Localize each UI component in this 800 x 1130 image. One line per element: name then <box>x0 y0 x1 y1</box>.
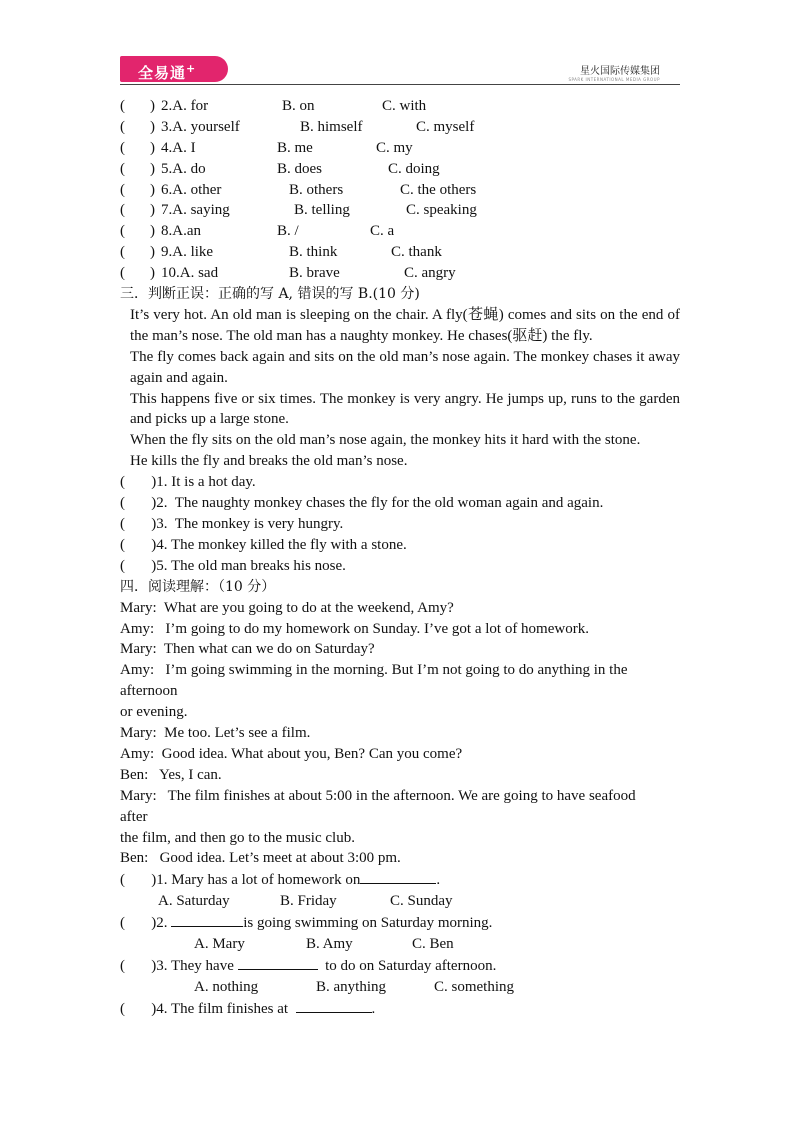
reading-options-3 <box>120 977 680 998</box>
open-bracket: ( <box>120 265 125 282</box>
choice-question <box>120 200 680 221</box>
option-c: C. a <box>370 223 395 240</box>
dialogue-line: afternoon <box>120 683 178 700</box>
open-bracket: ( <box>120 181 125 198</box>
question-text: ( )4. The film finishes at <box>120 1000 289 1017</box>
option-a: 7.A. saying <box>161 202 230 219</box>
reading-options-1 <box>120 891 680 912</box>
reading-question-1 <box>120 869 680 891</box>
true-false-question-1: ( )1. It is a hot day. <box>120 474 256 491</box>
option-a: A. Saturday <box>158 893 230 910</box>
header-divider <box>120 84 680 85</box>
answer-blank <box>171 912 243 927</box>
close-bracket: ) <box>150 160 155 177</box>
option-c: C. Sunday <box>390 893 453 910</box>
logo-text: 全易通 <box>138 64 187 82</box>
close-bracket: ) <box>150 202 155 219</box>
open-bracket: ( <box>120 98 125 114</box>
reading-options-2 <box>120 934 680 955</box>
choice-question <box>120 138 680 159</box>
brand-name: 星火国际传媒集团 <box>580 66 660 77</box>
choice-question <box>120 96 680 117</box>
option-a: 10.A. sad <box>161 265 219 282</box>
close-bracket: ) <box>150 139 155 156</box>
worksheet-body <box>120 96 680 1020</box>
close-bracket: ) <box>150 223 155 240</box>
open-bracket: ( <box>120 118 125 135</box>
brand-block <box>568 62 660 82</box>
open-bracket: ( <box>120 139 125 156</box>
option-b: B. brave <box>289 265 340 282</box>
option-a: 2.A. for <box>161 98 209 114</box>
reading-question-2 <box>120 912 680 934</box>
option-c: C. Ben <box>412 936 454 953</box>
choice-question <box>120 117 680 138</box>
passage-paragraph-1: It’s very hot. An old man is sleeping on the chair. A fly(苍蝇) comes and sits on the end of the man’s nose. The old man has a naughty monkey. He chases(驱赶) the fly. <box>130 306 680 344</box>
true-false-question-2: ( )2. The naughty monkey chases the fly for the old woman again and again. <box>120 495 604 512</box>
passage-paragraph-4: When the fly sits on the old man’s nose again, the monkey hits it hard with the stone. <box>130 432 641 449</box>
question-end: to do on Saturday afternoon. <box>325 957 497 974</box>
option-c: C. with <box>382 98 427 114</box>
option-b: B. anything <box>316 978 386 995</box>
dialogue-line: Ben: Yes, I can. <box>120 766 222 783</box>
choice-question <box>120 221 680 242</box>
part3-heading: 三．判断正误：正确的写 A, 错误的写 B.(10 分) <box>120 286 420 303</box>
dialogue-line: Mary: Then what can we do on Saturday? <box>120 641 375 658</box>
passage-paragraph-2: The fly comes back again and sits on the old man’s nose again. The monkey chases it away again and again. <box>130 348 680 386</box>
close-bracket: ) <box>150 181 155 198</box>
passage-paragraph-5: He kills the fly and breaks the old man’s nose. <box>130 453 408 470</box>
true-false-question-4: ( )4. The monkey killed the fly with a stone. <box>120 536 407 553</box>
open-bracket: ( <box>120 244 125 261</box>
option-a: 3.A. yourself <box>161 118 240 135</box>
option-a: 8.A.an <box>161 223 201 240</box>
option-a: 9.A. like <box>161 244 214 261</box>
answer-blank <box>360 869 436 884</box>
option-b: B. does <box>277 160 322 177</box>
choice-question <box>120 180 680 201</box>
option-c: C. angry <box>404 265 456 282</box>
option-b: B. on <box>282 98 315 114</box>
true-false-question-5: ( )5. The old man breaks his nose. <box>120 557 346 574</box>
option-c: C. the others <box>400 181 477 198</box>
open-bracket: ( <box>120 223 125 240</box>
answer-blank <box>296 998 372 1013</box>
multiple-choice-section <box>120 96 680 284</box>
question-number: ( )2. <box>120 915 172 932</box>
close-bracket: ) <box>150 265 155 282</box>
part4-heading: 四．阅读理解：（10 分） <box>120 578 276 595</box>
dialogue-line: after <box>120 808 148 825</box>
dialogue-line: the film, and then go to the music club. <box>120 829 355 846</box>
option-c: C. thank <box>391 244 442 261</box>
choice-question <box>120 263 680 284</box>
question-text: ( )3. They have <box>120 957 234 974</box>
close-bracket: ) <box>150 244 155 261</box>
option-b: B. himself <box>300 118 363 135</box>
option-c: C. myself <box>416 118 475 135</box>
close-bracket: ) <box>150 118 155 135</box>
option-b: B. / <box>277 223 299 240</box>
option-a: 4.A. I <box>161 139 196 156</box>
brand-subtitle: SPARK INTERNATIONAL MEDIA GROUP <box>568 77 660 82</box>
passage-paragraph-3: This happens five or six times. The monkey is very angry. He jumps up, runs to the garden and picks up a large stone. <box>130 390 680 428</box>
option-b: B. think <box>289 244 338 261</box>
reading-question-3 <box>120 955 680 977</box>
option-c: C. my <box>376 139 413 156</box>
option-b: B. Friday <box>280 893 337 910</box>
option-c: C. speaking <box>406 202 477 219</box>
page-header <box>120 56 680 86</box>
publisher-logo <box>120 56 228 82</box>
option-c: C. something <box>434 978 515 995</box>
question-end: . <box>371 1000 376 1017</box>
option-b: B. telling <box>294 202 350 219</box>
dialogue-line: Amy: Good idea. What about you, Ben? Can you come? <box>120 745 463 762</box>
option-a: A. nothing <box>194 978 259 995</box>
true-false-question-3: ( )3. The monkey is very hungry. <box>120 515 344 532</box>
option-c: C. doing <box>388 160 440 177</box>
dialogue-line: Mary: What are you going to do at the weekend, Amy? <box>120 599 454 616</box>
option-b: B. Amy <box>306 936 353 953</box>
choice-question <box>120 159 680 180</box>
open-bracket: ( <box>120 202 125 219</box>
dialogue-line: or evening. <box>120 704 188 721</box>
dialogue-line: Mary: The film finishes at about 5:00 in the afternoon. We are going to have seafood <box>120 787 636 804</box>
dialogue-line: Mary: Me too. Let’s see a film. <box>120 725 311 742</box>
choice-question <box>120 242 680 263</box>
dialogue-line: Ben: Good idea. Let’s meet at about 3:00 pm. <box>120 850 401 867</box>
question-text: is going swimming on Saturday morning. <box>243 915 493 932</box>
option-a: 6.A. other <box>161 181 222 198</box>
option-b: B. others <box>289 181 344 198</box>
close-bracket: ) <box>150 98 155 114</box>
dialogue-line: Amy: I’m going swimming in the morning. But I’m not going to do anything in the <box>120 662 628 679</box>
question-text: ( )1. Mary has a lot of homework on <box>120 872 361 889</box>
answer-blank <box>238 955 318 970</box>
logo-plus: + <box>186 62 197 75</box>
option-a: A. Mary <box>194 936 245 953</box>
option-b: B. me <box>277 139 313 156</box>
option-a: 5.A. do <box>161 160 206 177</box>
reading-question-4 <box>120 998 680 1020</box>
dialogue-line: Amy: I’m going to do my homework on Sunday. I’ve got a lot of homework. <box>120 620 589 637</box>
open-bracket: ( <box>120 160 125 177</box>
question-end: . <box>436 872 441 889</box>
